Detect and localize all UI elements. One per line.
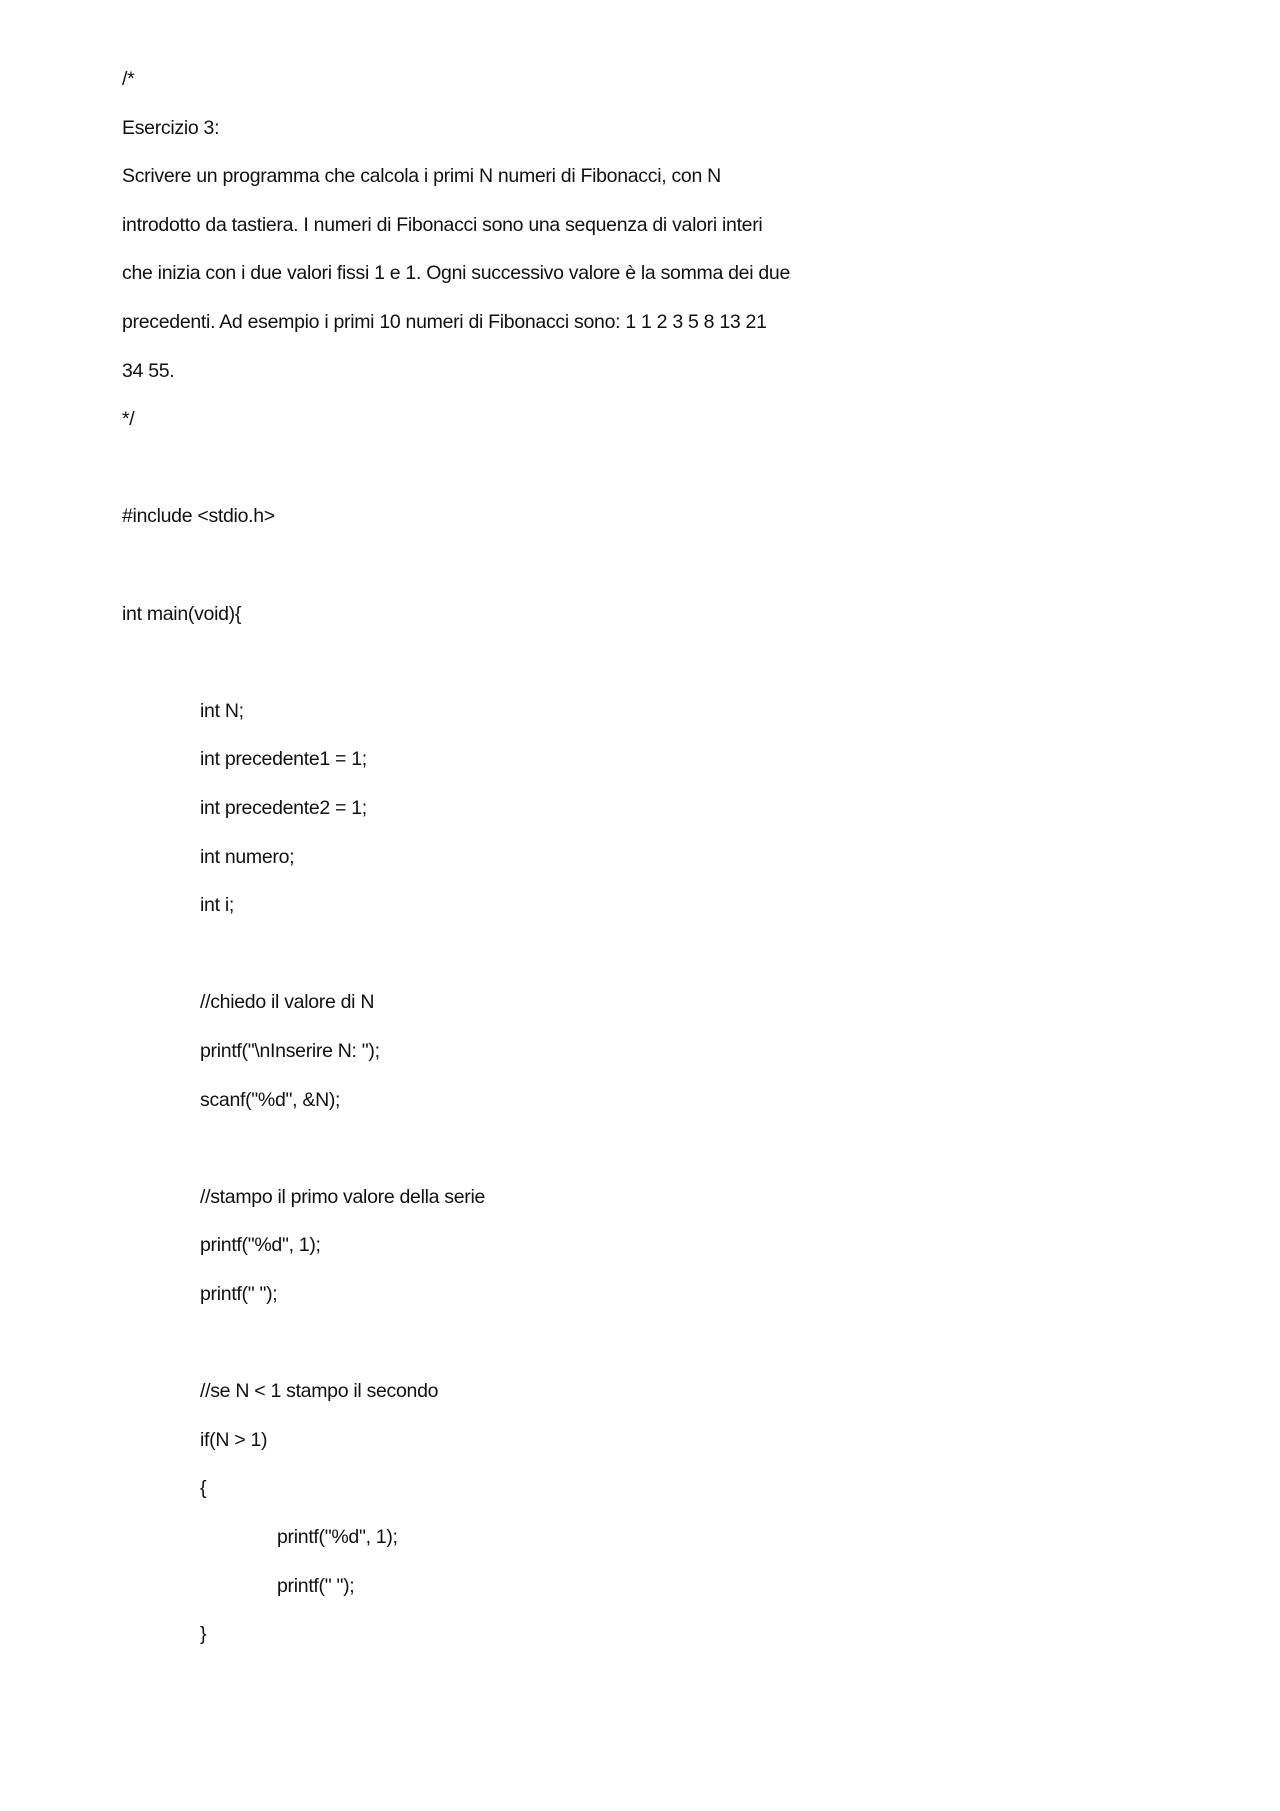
code-line: int N; bbox=[200, 699, 244, 722]
code-comment: //stampo il primo valore della serie bbox=[200, 1185, 486, 1208]
code-line: int precedente1 = 1; bbox=[200, 748, 367, 771]
description-line: che inizia con i due valori fissi 1 e 1. Ogni successivo valore è la somma dei due bbox=[122, 262, 790, 285]
comment-open: /* bbox=[122, 68, 135, 90]
include-line: #include <stdio.h> bbox=[122, 505, 275, 528]
code-comment: //se N < 1 stampo il secondo bbox=[200, 1380, 439, 1403]
code-line: int numero; bbox=[200, 845, 295, 868]
description-line: introdotto da tastiera. I numeri di Fibonacci sono una sequenza di valori interi bbox=[122, 213, 763, 236]
exercise-title: Esercizio 3: bbox=[122, 116, 220, 139]
code-line: { bbox=[200, 1477, 207, 1500]
code-line: printf(" "); bbox=[277, 1574, 355, 1597]
code-comment: //chiedo il valore di N bbox=[200, 991, 375, 1014]
code-line: printf(" "); bbox=[200, 1283, 278, 1305]
code-line: scanf("%d", &N); bbox=[200, 1088, 341, 1111]
code-line: } bbox=[200, 1623, 207, 1646]
code-line: int i; bbox=[200, 894, 234, 917]
code-line: int precedente2 = 1; bbox=[200, 797, 367, 819]
main-signature: int main(void){ bbox=[122, 602, 242, 625]
code-line: if(N > 1) bbox=[200, 1428, 268, 1451]
code-line: printf("\nInserire N: "); bbox=[200, 1040, 380, 1062]
comment-close: */ bbox=[122, 408, 135, 431]
description-line: precedenti. Ad esempio i primi 10 numeri di Fibonacci sono: 1 1 2 3 5 8 13 21 bbox=[122, 311, 767, 333]
code-line: printf("%d", 1); bbox=[277, 1526, 398, 1548]
description-line: 34 55. bbox=[122, 359, 175, 382]
code-line: printf("%d", 1); bbox=[200, 1234, 321, 1257]
description-line: Scrivere un programma che calcola i primi N numeri di Fibonacci, con N bbox=[122, 165, 721, 188]
